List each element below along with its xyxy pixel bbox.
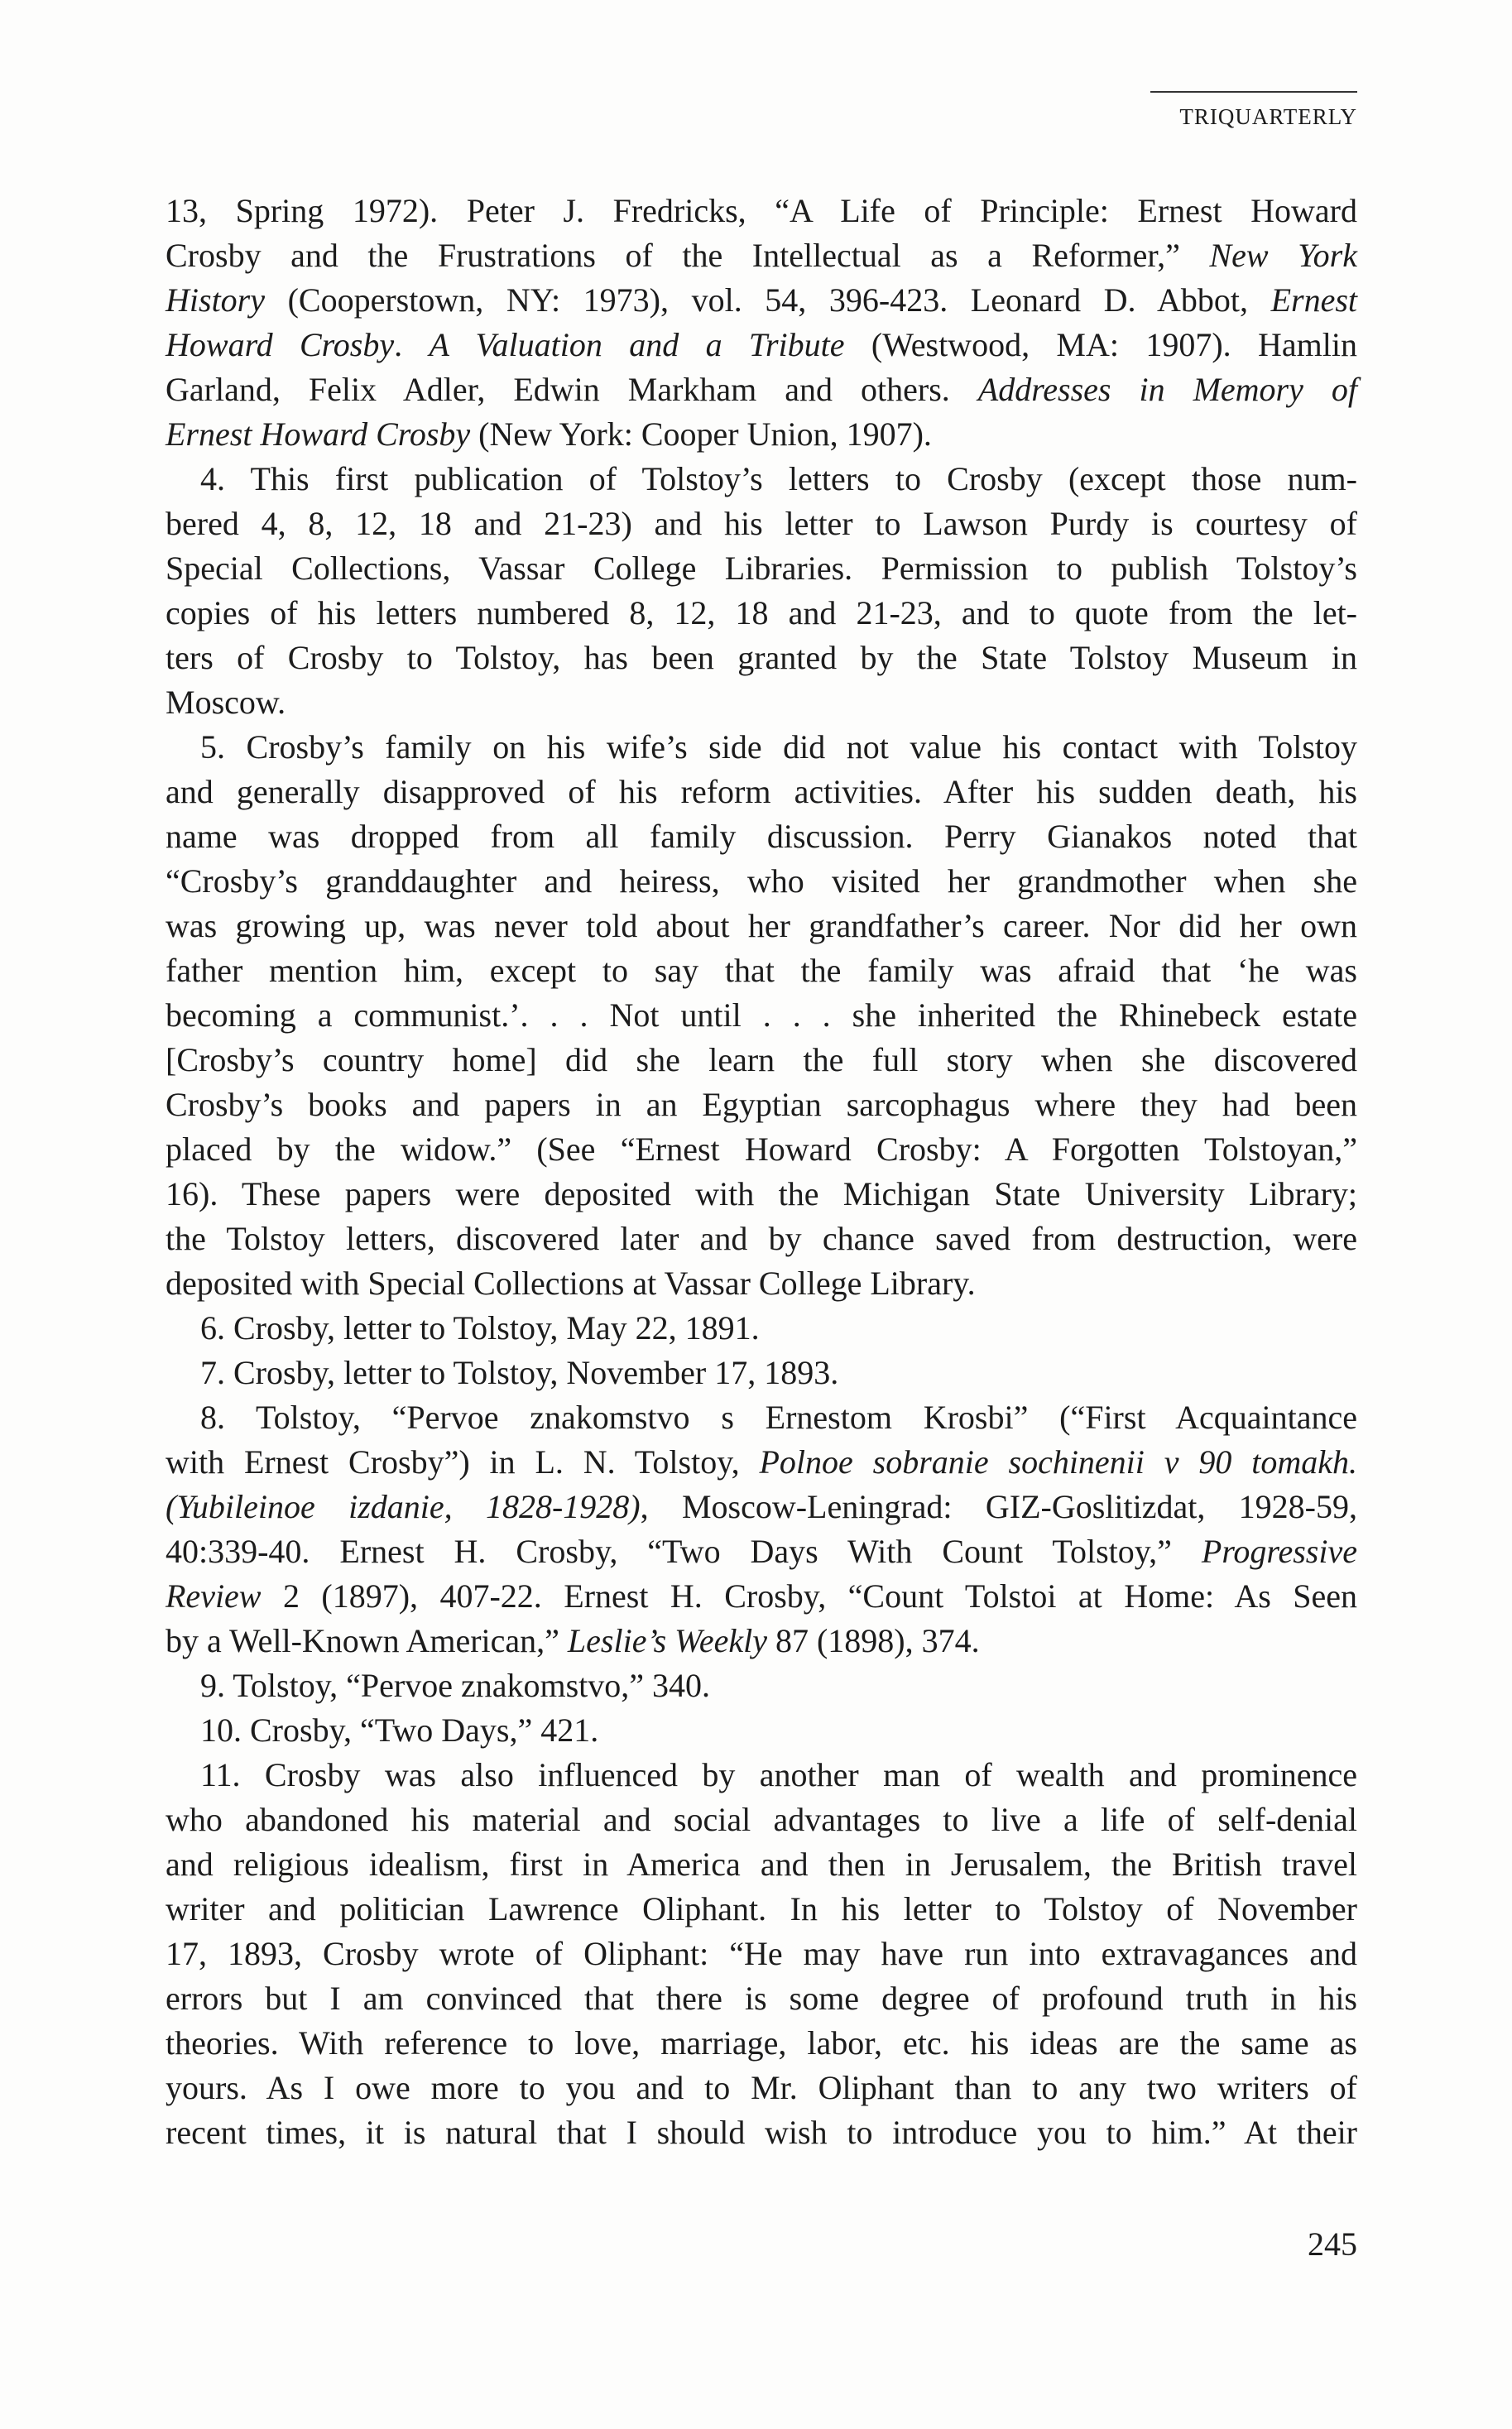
text-line: 5. Crosby’s family on his wife’s side did not value his contact with Tolstoy [200,728,1357,766]
text-line: History (Cooperstown, NY: 1973), vol. 54, 396-423. Leonard D. Abbot, Ernest [166,281,1357,319]
text-line: Moscow. [166,684,286,721]
text-line: 7. Crosby, letter to Tolstoy, November 17, 1893. [200,1354,839,1391]
text-line: 16). These papers were deposited with the Michigan State University Library; [166,1175,1357,1212]
text-line: 10. Crosby, “Two Days,” 421. [200,1711,599,1749]
text-line: ters of Crosby to Tolstoy, has been granted by the State Tolstoy Museum in [166,639,1357,676]
text-line: name was dropped from all family discussion. Perry Gianakos noted that [166,818,1357,855]
text-line: 13, Spring 1972). Peter J. Fredricks, “A Life of Principle: Ernest Howard [166,192,1357,229]
endnotes-text [166,189,1357,2155]
page-number: 245 [1308,2225,1357,2263]
text-line: recent times, it is natural that I should wish to introduce you to him.” At their [166,2114,1357,2151]
text-line: 9. Tolstoy, “Pervoe znakomstvo,” 340. [200,1667,710,1704]
text-line: and religious idealism, first in America and then in Jerusalem, the British travel [166,1846,1357,1883]
text-line: with Ernest Crosby”) in L. N. Tolstoy, Polnoe sobranie sochinenii v 90 tomakh. [166,1443,1357,1481]
text-line: deposited with Special Collections at Vassar College Library. [166,1265,976,1302]
text-line: Crosby and the Frustrations of the Intellectual as a Reformer,” New York [166,237,1357,274]
text-line: 8. Tolstoy, “Pervoe znakomstvo s Ernestom Krosbi” (“First Acquaintance [200,1399,1357,1436]
text-line: 11. Crosby was also influenced by another man of wealth and prominence [200,1756,1357,1793]
text-line: becoming a communist.’. . . Not until . . . she inherited the Rhinebeck estate [166,996,1357,1034]
running-head: TRIQUARTERLY [1150,91,1357,130]
text-line: copies of his letters numbered 8, 12, 18 and 21-23, and to quote from the let- [166,594,1357,631]
text-line: father mention him, except to say that the family was afraid that ‘he was [166,952,1357,989]
text-line: [Crosby’s country home] did she learn the full story when she discovered [166,1041,1357,1078]
text-line: by a Well-Known American,” Leslie’s Weekly 87 (1898), 374. [166,1622,980,1659]
text-line: 6. Crosby, letter to Tolstoy, May 22, 1891. [200,1309,760,1347]
text-line: Review 2 (1897), 407-22. Ernest H. Crosby, “Count Tolstoi at Home: As Seen [166,1577,1357,1615]
text-line: Special Collections, Vassar College Libraries. Permission to publish Tolstoy’s [166,550,1357,587]
text-line: (Yubileinoe izdanie, 1828-1928), Moscow-Leningrad: GIZ-Goslitizdat, 1928-59, [166,1488,1358,1525]
text-line: Ernest Howard Crosby (New York: Cooper Union, 1907). [166,415,932,453]
text-line: the Tolstoy letters, discovered later and by chance saved from destruction, were [166,1220,1357,1257]
text-line: errors but I am convinced that there is some degree of profound truth in his [166,1980,1357,2017]
text-line: “Crosby’s granddaughter and heiress, who visited her grandmother when she [166,862,1357,900]
text-line: yours. As I owe more to you and to Mr. Oliphant than to any two writers of [166,2069,1357,2106]
text-line: 4. This first publication of Tolstoy’s letters to Crosby (except those num- [200,460,1357,497]
text-line: was growing up, was never told about her grandfather’s career. Nor did her own [166,907,1357,944]
text-line: and generally disapproved of his reform activities. After his sudden death, his [166,773,1357,810]
text-line: placed by the widow.” (See “Ernest Howard Crosby: A Forgotten Tolstoyan,” [166,1130,1357,1168]
text-line: bered 4, 8, 12, 18 and 21-23) and his letter to Lawson Purdy is courtesy of [166,505,1357,542]
text-line: Howard Crosby. A Valuation and a Tribute (Westwood, MA: 1907). Hamlin [166,326,1357,363]
text-line: 40:339-40. Ernest H. Crosby, “Two Days With Count Tolstoy,” Progressive [166,1533,1357,1570]
text-line: who abandoned his material and social advantages to live a life of self-denial [166,1801,1357,1838]
text-line: Crosby’s books and papers in an Egyptian sarcophagus where they had been [166,1086,1357,1123]
text-line: Garland, Felix Adler, Edwin Markham and others. Addresses in Memory of [166,371,1357,408]
text-line: theories. With reference to love, marriage, labor, etc. his ideas are the same as [166,2024,1357,2062]
text-line: 17, 1893, Crosby wrote of Oliphant: “He may have run into extravagances and [166,1935,1357,1972]
text-line: writer and politician Lawrence Oliphant. In his letter to Tolstoy of November [166,1890,1357,1927]
